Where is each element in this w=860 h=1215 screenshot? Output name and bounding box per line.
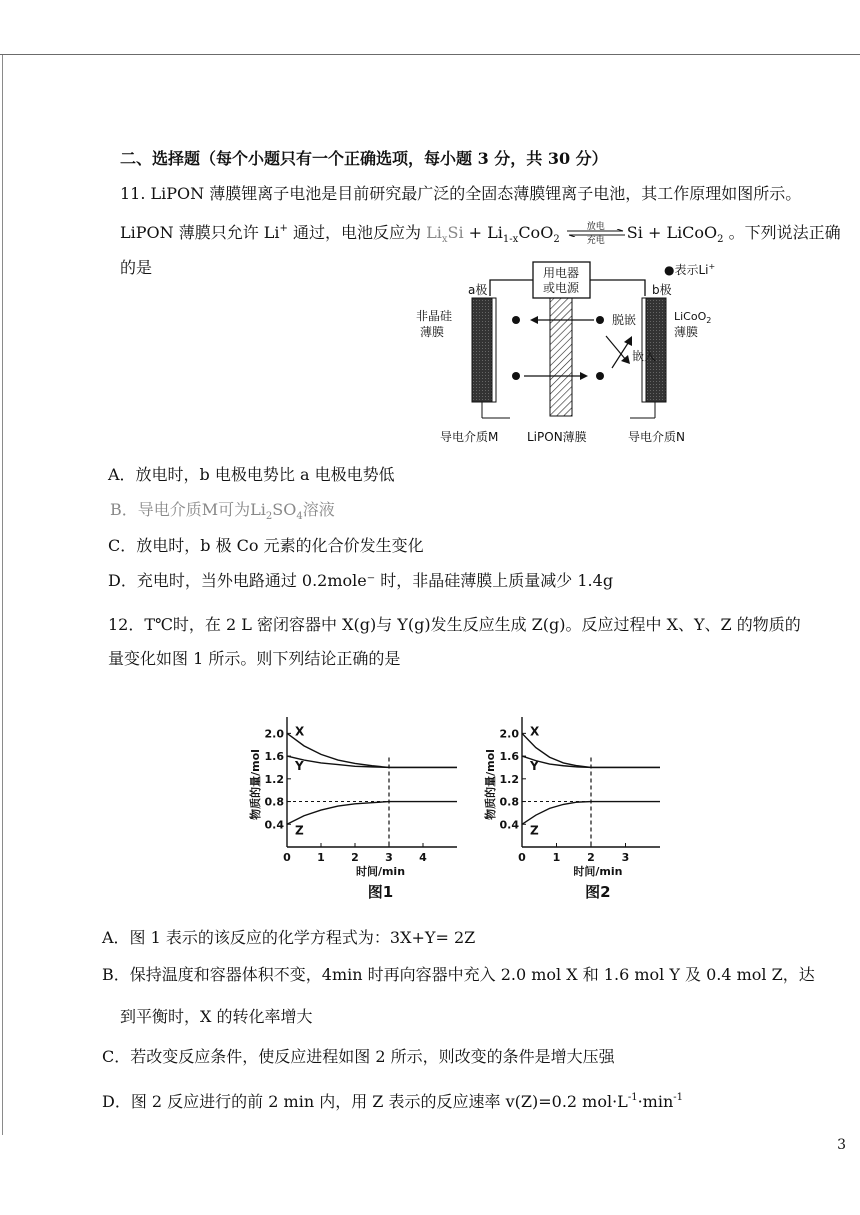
equation-plus: + Li	[463, 223, 503, 242]
equation-sub: x	[441, 234, 448, 245]
x-tick-label: 2	[587, 851, 595, 864]
q11-option-a: A．放电时，b 电极电势比 a 电极电势低	[108, 465, 395, 484]
option-d-sup: -1	[673, 1092, 683, 1103]
chart-figure-2	[480, 705, 680, 905]
option-d-text: D．图 2 反应进行的前 2 min 内，用 Z 表示的反应速率 v(Z)=0.2 mol·L	[102, 1092, 628, 1111]
q11-stem-line2	[120, 218, 841, 251]
x-tick-label: 1	[552, 851, 561, 864]
chart-title: 图1	[367, 883, 394, 901]
y-tick-label: 0.8	[499, 795, 519, 809]
li-ion-dot	[596, 372, 604, 380]
device-label-2: 或电源	[542, 281, 580, 295]
label-a-electrode: a极	[468, 283, 488, 297]
label-si-film-2: 薄膜	[420, 325, 445, 339]
arrow-head-icon	[624, 336, 632, 346]
equation-sub: 1-x	[502, 234, 519, 245]
q12-option-a: A．图 1 表示的该反应的化学方程式为：3X+Y= 2Z	[102, 928, 476, 947]
film-edge-left	[492, 298, 496, 402]
y-tick-label: 1.6	[499, 750, 519, 764]
x-tick-label: 0	[283, 851, 291, 864]
y-tick-label: 0.4	[499, 818, 519, 832]
q11-text: LiPON 薄膜只允许 Li	[120, 223, 280, 242]
series-label-y: Y	[530, 759, 539, 774]
y-tick-label: 1.2	[264, 772, 284, 786]
lipon-film	[550, 298, 572, 416]
y-tick-label: 1.2	[499, 772, 519, 786]
y-tick-label: 2.0	[499, 727, 519, 741]
label-medium-n: 导电介质N	[628, 430, 685, 444]
x-tick-label: 3	[621, 851, 630, 864]
chart-figure-1	[245, 705, 465, 905]
li-ion-dot	[512, 316, 520, 324]
x-axis-label: 时间/min	[573, 865, 623, 878]
y-axis-label: 物质的量/mol	[484, 749, 497, 820]
series-line-x	[287, 733, 457, 767]
label-intercalate: 嵌入	[632, 349, 657, 363]
li-charge: +	[279, 223, 288, 234]
label-licoo2-2: 薄膜	[674, 325, 699, 339]
top-rule	[0, 54, 860, 55]
label-b-electrode: b极	[652, 283, 672, 297]
y-axis-label: 物质的量/mol	[249, 749, 262, 820]
label-licoo2-1: LiCoO$_2$	[674, 310, 712, 325]
q12-option-d	[102, 1087, 683, 1113]
q12-stem-line1: 12．T℃时，在 2 L 密闭容器中 X(g)与 Y(g)发生反应生成 Z(g)。反应过程中 X、Y、Z 的物质的	[108, 615, 801, 634]
battery-diagram	[410, 258, 720, 458]
equation-sub: 2	[717, 234, 724, 245]
series-label-z: Z	[295, 823, 304, 838]
q11-text: 。下列说法正确	[723, 223, 841, 242]
arrow-line	[606, 336, 626, 360]
q12-option-b-line1: B．保持温度和容器体积不变，4min 时再向容器中充入 2.0 mol X 和 1.6 mol Y 及 0.4 mol Z，达	[102, 965, 815, 984]
equation-sub: 2	[553, 234, 560, 245]
q12-option-b-line2: 到平衡时，X 的转化率增大	[120, 1007, 313, 1026]
option-d-sup: -1	[627, 1092, 638, 1103]
label-medium-m: 导电介质M	[440, 430, 499, 444]
legend-li: ●表示Li+	[664, 262, 716, 277]
q11-option-c: C．放电时，b 极 Co 元素的化合价发生变化	[108, 536, 424, 555]
q12-stem-line2: 量变化如图 1 所示。则下列结论正确的是	[108, 649, 401, 668]
series-label-z: Z	[530, 823, 539, 838]
device-label-1: 用电器	[542, 266, 580, 280]
option-b-text: 溶液	[302, 500, 335, 519]
reversible-arrow	[565, 223, 627, 245]
option-d-text: ·min	[637, 1092, 674, 1111]
arrow-head-icon	[580, 372, 588, 380]
option-b-text: SO	[272, 500, 297, 519]
x-tick-label: 3	[385, 851, 393, 864]
q11-option-d: D．充电时，当外电路通过 0.2mole⁻ 时，非晶硅薄膜上质量减少 1.4g	[108, 571, 614, 590]
y-tick-label: 2.0	[264, 727, 284, 741]
equation-lhs2-end: CoO	[518, 223, 554, 242]
option-b-text: B．导电介质M可为Li	[110, 500, 266, 519]
q12-option-c: C．若改变反应条件，使反应进程如图 2 所示，则改变的条件是增大压强	[102, 1047, 615, 1066]
section-heading: 二、选择题（每个小题只有一个正确选项，每小题 3 分，共 30 分）	[120, 149, 608, 168]
wire-right	[590, 280, 645, 296]
series-label-y: Y	[295, 759, 304, 774]
y-tick-label: 0.8	[264, 795, 284, 809]
y-tick-label: 0.4	[264, 818, 284, 832]
option-b-sub: 2	[265, 511, 273, 522]
x-axis-label: 时间/min	[355, 865, 406, 878]
x-tick-label: 2	[351, 851, 359, 864]
amorphous-si-film	[472, 298, 492, 402]
q11-text: 通过，电池反应为	[287, 223, 427, 242]
arrow-label-discharge: 放电	[586, 221, 605, 232]
x-tick-label: 0	[518, 851, 526, 864]
chart-title: 图2	[585, 883, 611, 901]
q11-stem-line1: 11. LiPON 薄膜锂离子电池是目前研究最广泛的全固态薄膜锂离子电池，其工作原理如图所示。	[120, 184, 802, 203]
li-ion-dot	[512, 372, 520, 380]
label-si-film-1: 非晶硅	[416, 309, 453, 323]
series-label-x: X	[530, 724, 540, 739]
option-b-sub: 4	[296, 511, 303, 522]
page-number: 3	[837, 1137, 846, 1153]
arrow-head-icon	[530, 316, 538, 324]
arrow-label-charge: 充电	[586, 235, 605, 246]
left-margin-rule	[2, 55, 3, 1135]
q11-stem-line3: 的是	[120, 258, 153, 277]
x-tick-label: 1	[317, 851, 325, 864]
label-lipon: LiPON薄膜	[527, 430, 587, 444]
wire-left	[490, 280, 533, 296]
equation-lhs1-end: Si	[447, 223, 464, 242]
y-tick-label: 1.6	[264, 750, 284, 764]
series-label-x: X	[295, 724, 305, 739]
li-ion-dot	[596, 316, 604, 324]
equation-rhs: Si + LiCoO	[626, 223, 718, 242]
label-deintercalate: 脱嵌	[612, 313, 637, 327]
x-tick-label: 4	[419, 851, 427, 864]
equation-lhs1: Li	[426, 223, 442, 242]
series-line-z	[287, 802, 457, 825]
q11-option-b	[110, 499, 335, 528]
